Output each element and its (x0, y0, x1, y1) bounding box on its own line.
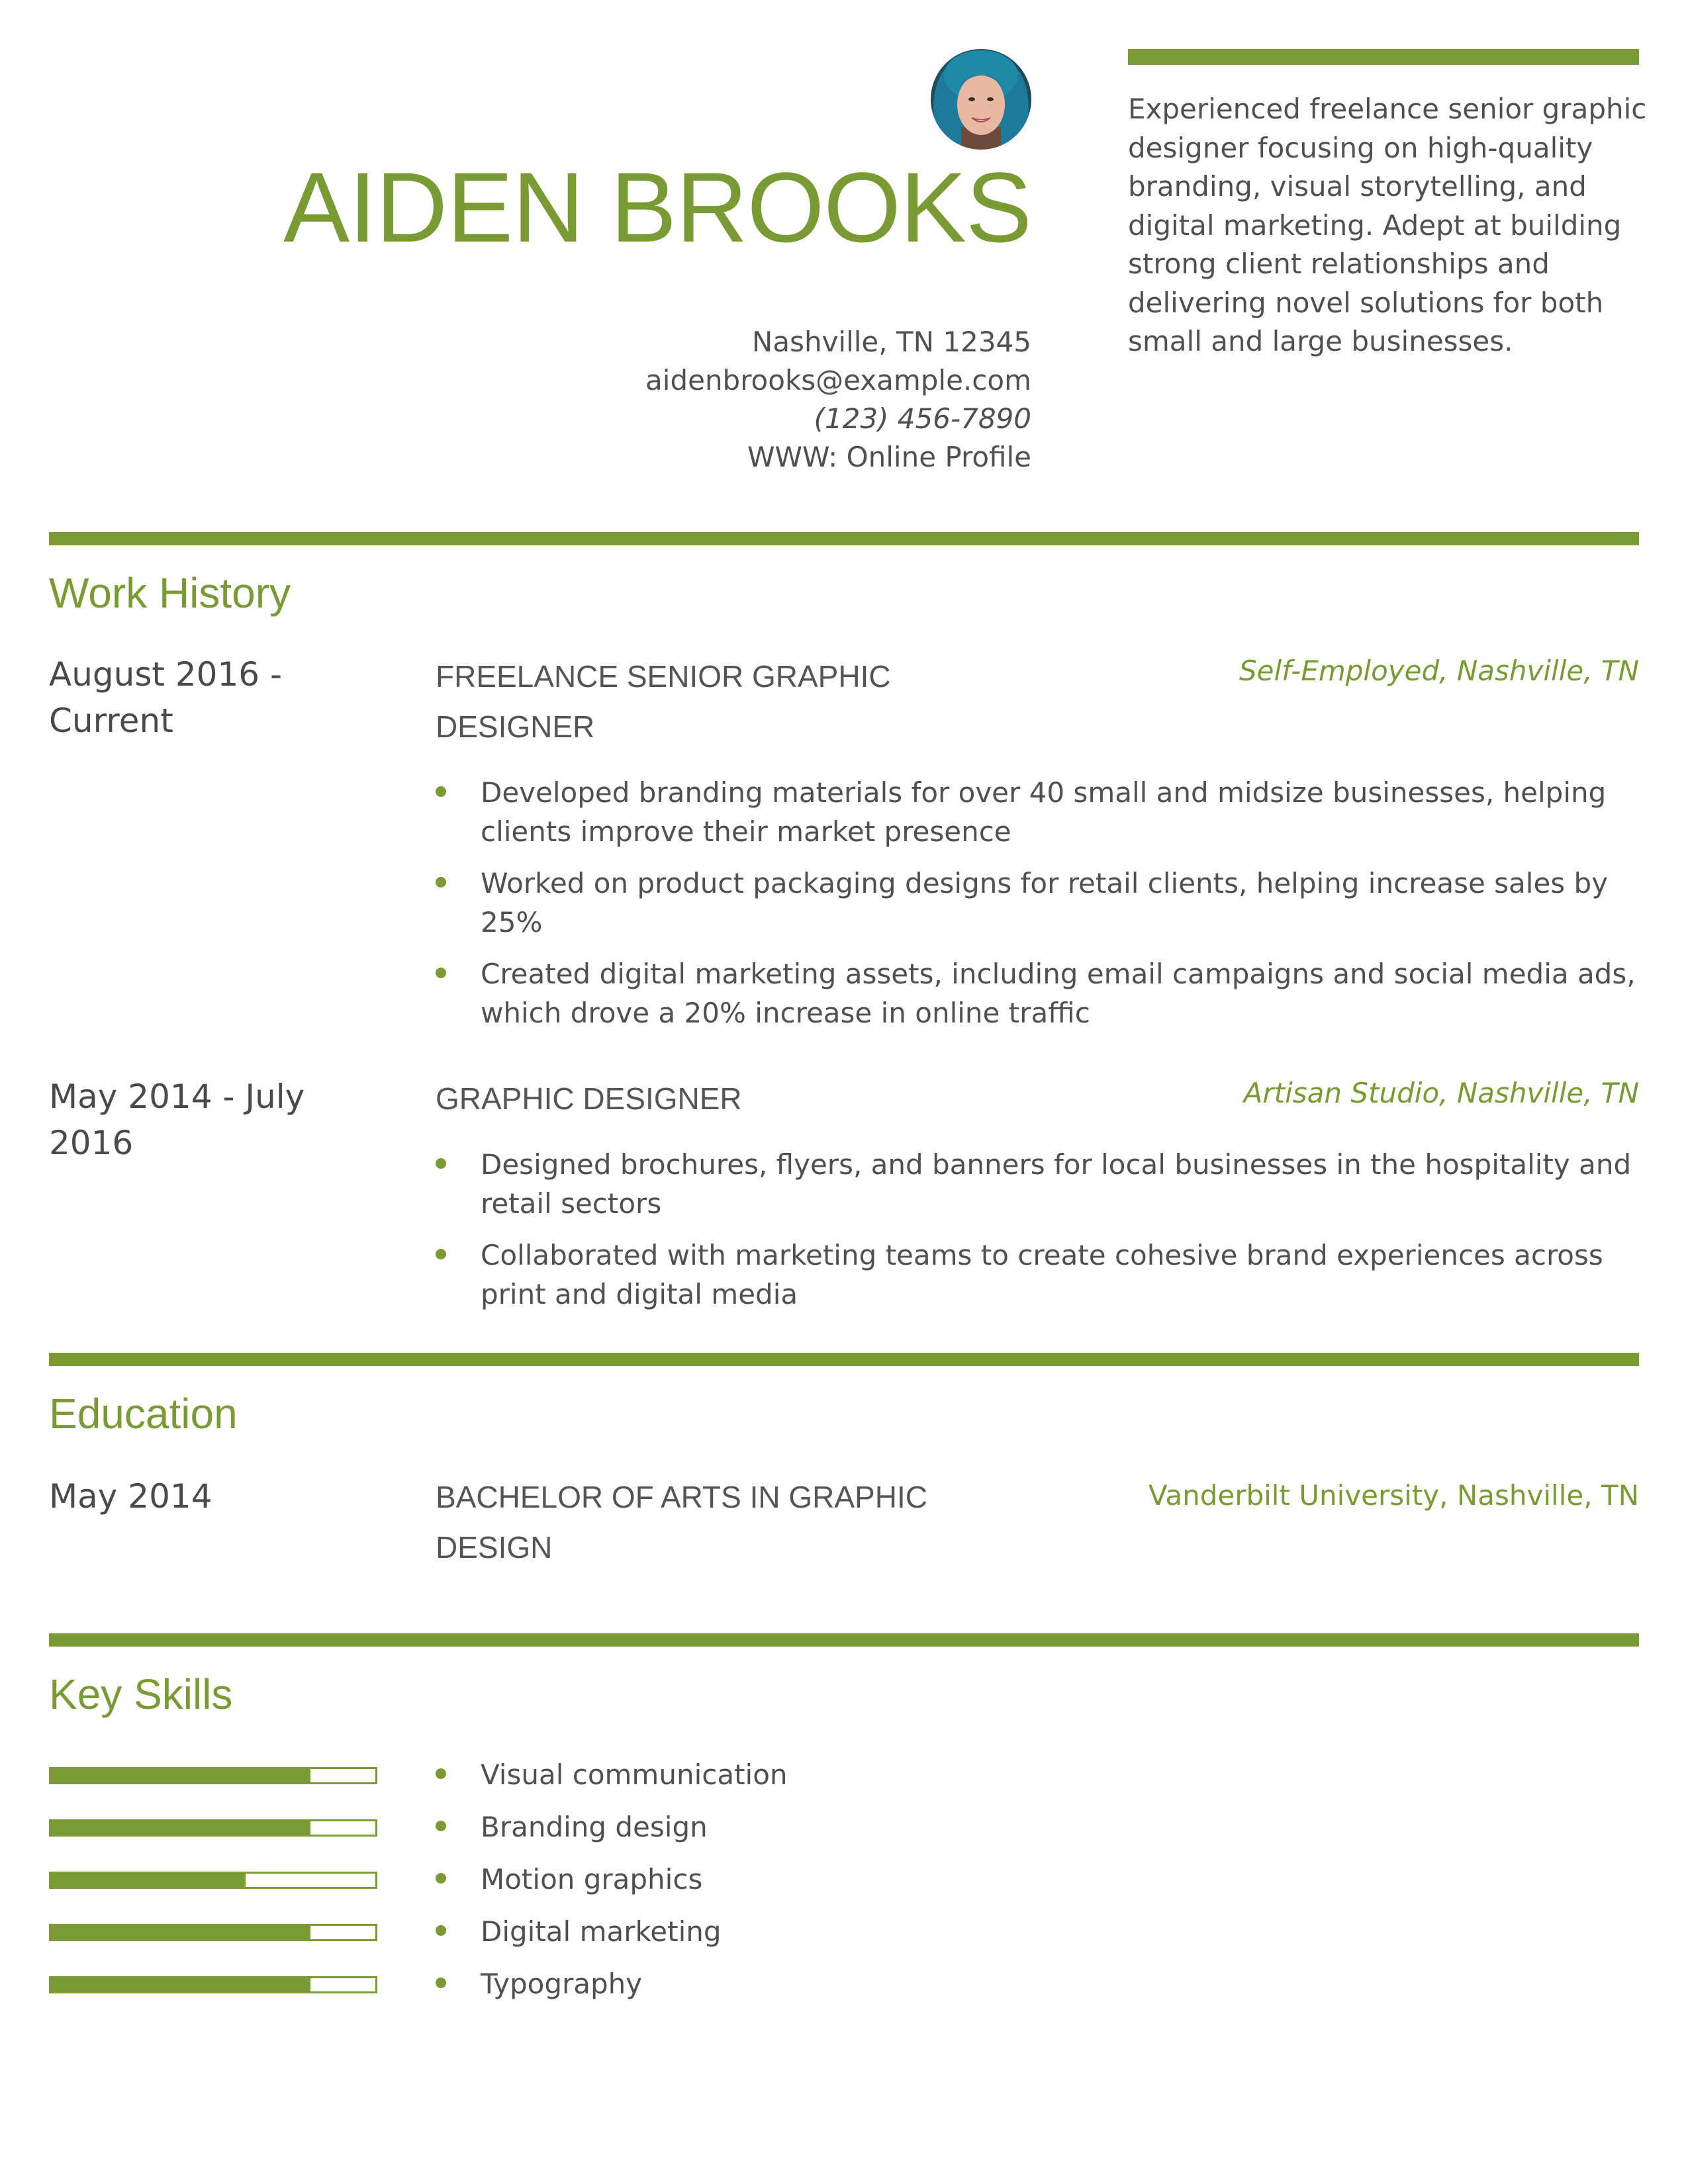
job-dates: August 2016 - Current (49, 655, 283, 740)
list-item (436, 1807, 1647, 1846)
skill-level-fill (51, 1926, 310, 1939)
contact-address: Nashville, TN 12345 (751, 326, 1031, 358)
skill-level-bar (49, 1767, 377, 1784)
job-responsibilities (436, 1145, 1647, 1314)
bullet-icon (436, 786, 446, 797)
candidate-name: AIDEN BROOKS (283, 152, 1031, 263)
section-divider (49, 1353, 1639, 1366)
professional-summary: Experienced freelance senior graphic designer focusing on high-quality branding, visual storytelling, and digital marketing. Adept at building strong client relationships and delivering novel solutions for both small and large businesses. (1128, 93, 1647, 357)
skill-level-fill (51, 1874, 246, 1887)
contact-website[interactable]: WWW: Online Profile (747, 441, 1031, 473)
skill-label: Typography (481, 1968, 643, 2000)
contact-phone[interactable]: (123) 456-7890 (814, 402, 1031, 435)
education-school: Vanderbilt University, Nashville, TN (1148, 1479, 1639, 1512)
section-divider (49, 532, 1639, 545)
skills-list (436, 1755, 1647, 2003)
skill-level-fill (51, 1769, 310, 1782)
list-item (436, 1964, 1647, 2003)
profile-photo (931, 49, 1031, 150)
responsibility-text: Designed brochures, flyers, and banners for local businesses in the hospitality and retail sectors (481, 1148, 1632, 1220)
bullet-icon (436, 1768, 446, 1779)
bullet-icon (436, 1925, 446, 1936)
bullet-icon (436, 968, 446, 978)
list-item (436, 954, 1647, 1032)
bullet-icon (436, 877, 446, 887)
contact-email[interactable]: aidenbrooks@example.com (645, 364, 1031, 396)
job-dates: May 2014 - July 2016 (49, 1077, 305, 1162)
contact-info (463, 323, 1031, 477)
list-item (436, 1236, 1647, 1314)
responsibility-text: Worked on product packaging designs for retail clients, helping increase sales by 25% (481, 867, 1609, 938)
list-item (436, 1145, 1647, 1223)
section-title-work-history: Work History (49, 569, 291, 617)
section-divider (49, 1633, 1639, 1647)
list-item (436, 773, 1647, 851)
bullet-icon (436, 1249, 446, 1259)
responsibility-text: Developed branding materials for over 40 small and midsize businesses, helping clients improve their market presence (481, 776, 1607, 848)
skill-level-fill (51, 1821, 310, 1835)
bullet-icon (436, 1978, 446, 1988)
skill-level-fill (51, 1978, 310, 1991)
job-title: GRAPHIC DESIGNER (436, 1081, 742, 1116)
skill-label: Digital marketing (481, 1915, 722, 1948)
bullet-icon (436, 1821, 446, 1831)
responsibility-text: Collaborated with marketing teams to create cohesive brand experiences across print and digital media (481, 1239, 1603, 1310)
skill-label: Visual communication (481, 1758, 788, 1791)
job-employer: Self-Employed, Nashville, TN (1239, 655, 1639, 687)
education-date: May 2014 (49, 1477, 212, 1516)
avatar (931, 49, 1031, 150)
job-employer: Artisan Studio, Nashville, TN (1243, 1077, 1639, 1109)
bullet-icon (436, 1158, 446, 1169)
bullet-icon (436, 1873, 446, 1884)
skill-label: Motion graphics (481, 1863, 703, 1895)
section-title-key-skills: Key Skills (49, 1670, 233, 1718)
skill-level-bar (49, 1819, 377, 1837)
job-responsibilities (436, 773, 1647, 1032)
list-item (436, 1755, 1647, 1794)
skill-level-bar (49, 1976, 377, 1993)
list-item (436, 1912, 1647, 1951)
education-degree: BACHELOR OF ARTS IN GRAPHIC DESIGN (436, 1480, 927, 1565)
job-title: FREELANCE SENIOR GRAPHIC DESIGNER (436, 659, 891, 744)
skill-label: Branding design (481, 1811, 708, 1843)
skill-level-bar (49, 1924, 377, 1941)
summary-divider (1128, 49, 1639, 65)
responsibility-text: Created digital marketing assets, including email campaigns and social media ads, which drove a 20% increase in online traffic (481, 958, 1636, 1029)
list-item (436, 1860, 1647, 1899)
list-item (436, 864, 1647, 942)
skill-level-bar (49, 1872, 377, 1889)
section-title-education: Education (49, 1390, 238, 1437)
